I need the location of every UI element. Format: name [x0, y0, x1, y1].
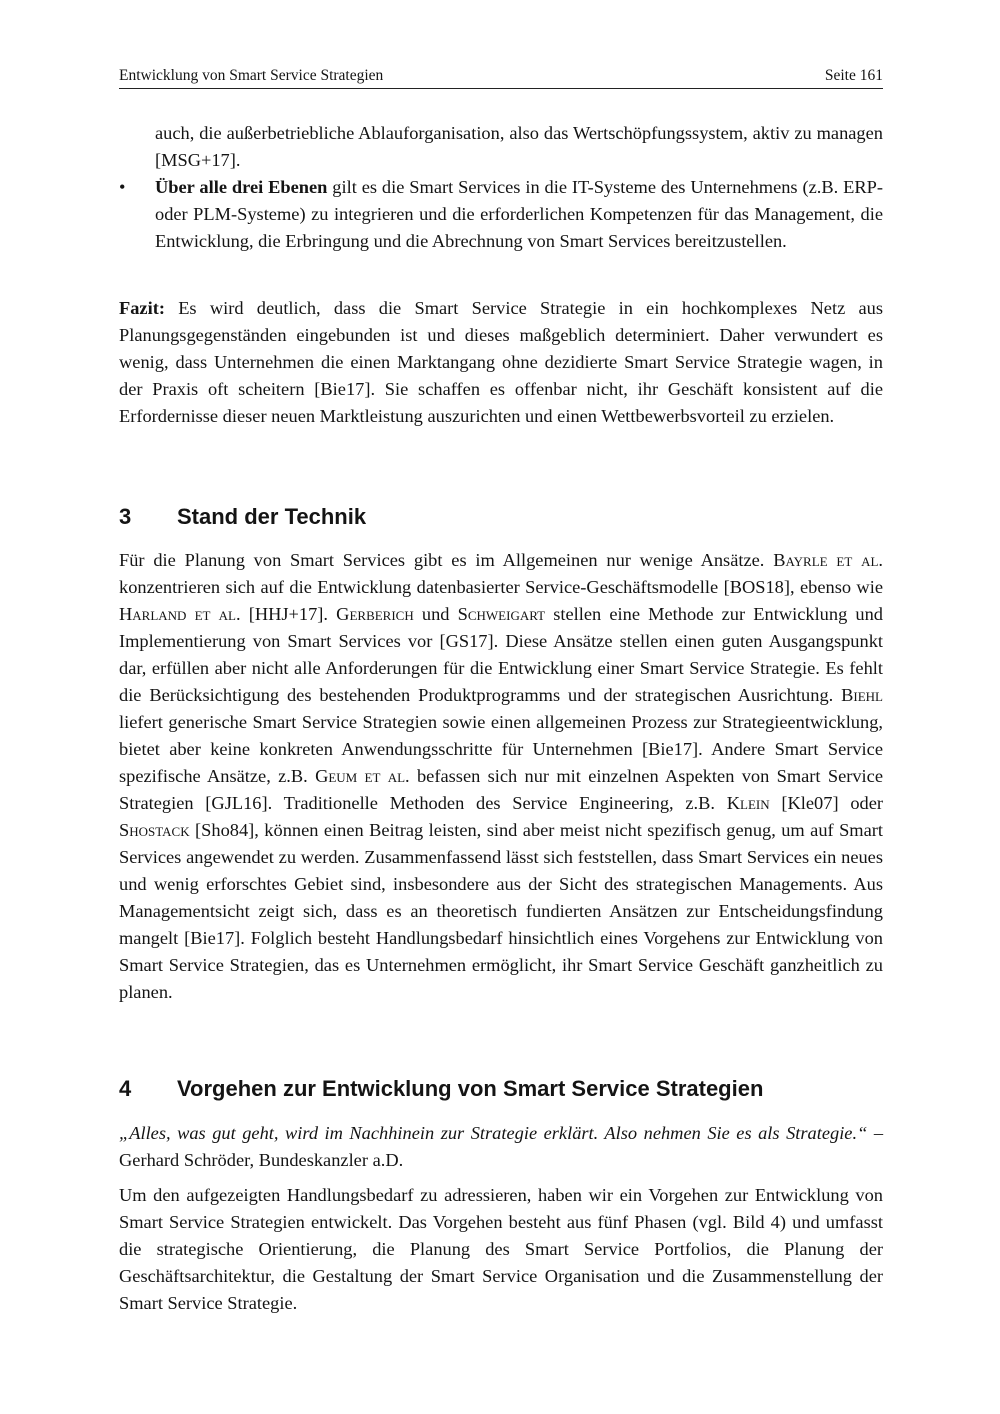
author-gerberich: Gerberich — [336, 604, 414, 624]
section-3-number: 3 — [119, 504, 132, 529]
bullet-text — [155, 174, 883, 255]
s3-text-2: konzentrieren sich auf die Entwicklung datenbasierter Service-Geschäftsmodelle [BOS18], ebenso wie — [119, 577, 883, 597]
fazit-label: Fazit: — [119, 298, 165, 318]
section-3-paragraph — [119, 547, 883, 1006]
bullet-item — [119, 174, 883, 255]
section-4-paragraph: Um den aufgezeigten Handlungsbedarf zu adressieren, haben wir ein Vorgehen zur Entwicklung von Smart Service Strategien entwickelt. Das Vorgehen besteht aus fünf Phasen (vgl. Bild 4) und umfasst die strategische Orientierung, die Planung des Smart Service Portfolios, die Planung der Geschäftsarchitektur, die Gestaltung der Smart Service Organisation und die Zusammenstellung der Smart Service Strategie. — [119, 1185, 883, 1313]
author-shostack: Shostack — [119, 820, 190, 840]
section-4-heading — [119, 1075, 763, 1103]
s3-text-8: [Kle07] oder — [769, 793, 883, 813]
s3-text-9: [Sho84], können einen Beitrag leisten, sind aber meist nicht spezifisch genug, um auf Smart Services angewendet zu werden. Zusammenfassend lässt sich feststellen, dass Smart Services ein neues und wenig erforschtes Gebiet sind, insbesondere aus der Sicht des strategischen Managements. Aus Managementsicht zeigt sich, dass es an theoretisch fundierten Ansätzen zur Entscheidungsfindung mangelt [Bie17]. Folglich besteht Handlungsbedarf hinsichtlich eines Vorgehens zur Entwicklung von Smart Service Strategien, das es Unternehmen ermöglicht, ihr Smart Service Geschäft ganzheitlich zu planen. — [119, 820, 883, 1002]
bullet-icon: • — [119, 177, 126, 197]
epigraph — [119, 1120, 883, 1174]
bullet-continuation: auch, die außerbetriebliche Ablauforganisation, also das Wertschöpfungssystem, aktiv zu managen [MSG+17]. — [155, 123, 883, 170]
s3-text-3: [HHJ+17]. — [240, 604, 337, 624]
s3-text-6: liefert generische Smart Service Strategien sowie einen allgemeinen Prozess zur Strategieentwicklung, bietet aber keine konkreten Anwendungsschritte für Unternehmen [Bie17]. Andere Smart Service spezifische Ansätze, z.B. — [119, 712, 883, 786]
author-harland: Harland et al. — [119, 604, 241, 624]
section-4-number: 4 — [119, 1076, 132, 1101]
header-title: Entwicklung von Smart Service Strategien — [119, 67, 384, 84]
author-schweigart: Schweigart — [457, 604, 546, 624]
author-klein: Klein — [726, 793, 770, 813]
s3-text-1: Für die Planung von Smart Services gibt es im Allgemeinen nur wenige Ansätze. — [119, 550, 774, 570]
page-number: Seite 161 — [824, 67, 883, 84]
fazit-text: Es wird deutlich, dass die Smart Service Strategie in ein hochkomplexes Netz aus Planungsgegenständen eingebunden ist und dieses maßgeblich determiniert. Daher verwundert es wenig, dass Unternehmen die einen Marktangang ohne dezidierte Smart Service Strategie wagen, in der Praxis oft scheitern [Bie17]. Sie schaffen es offenbar nicht, ihr Geschäft konsistent auf die Erfordernisse dieser neuen Marktleistung auszurichten und einen Wettbewerbsvorteil zu erzielen. — [119, 298, 883, 426]
bullet-body: gilt es die Smart Services in die IT-Systeme des Unternehmens (z.B. ERP- oder PLM-Systeme) zu integrieren und die erforderlichen Kompetenzen für das Management, die Entwicklung, die Erbringung und die Abrechnung von Smart Services bereitzustellen. — [155, 177, 883, 251]
section-3-title: Stand der Technik — [177, 504, 367, 529]
fazit-paragraph — [119, 295, 883, 430]
epigraph-attribution: – Gerhard Schröder, Bundeskanzler a.D. — [119, 1123, 884, 1170]
section-3-heading — [119, 503, 366, 531]
running-header — [119, 66, 883, 89]
s3-text-5: stellen eine Methode zur Entwicklung und Implementierung von Smart Services vor [GS17]. Diese Ansätze stellen einen guten Ausgangspunkt dar, erfüllen aber nicht alle Anforderungen für die Entwicklung einer Smart Service Strategie. Es fehlt die Berücksichtigung des bestehenden Produktprogramms und der strategischen Ausrichtung. — [119, 604, 883, 705]
author-geum: Geum et al. — [315, 766, 410, 786]
bullet-bold-lead: Über alle drei Ebenen — [155, 177, 328, 197]
author-biehl: Biehl — [841, 685, 883, 705]
epigraph-quote: „Alles, was gut geht, wird im Nachhinein zur Strategie erklärt. Also nehmen Sie es als Strategie.“ — [119, 1123, 868, 1143]
s3-text-7: befassen sich nur mit einzelnen Aspekten von Smart Service Strategien [GJL16]. Traditionelle Methoden des Service Engineering, z.B. — [119, 766, 883, 813]
author-bayrle: Bayrle et al. — [773, 550, 884, 570]
section-4-title: Vorgehen zur Entwicklung von Smart Service Strategien — [177, 1076, 764, 1101]
s3-text-4: und — [413, 604, 458, 624]
